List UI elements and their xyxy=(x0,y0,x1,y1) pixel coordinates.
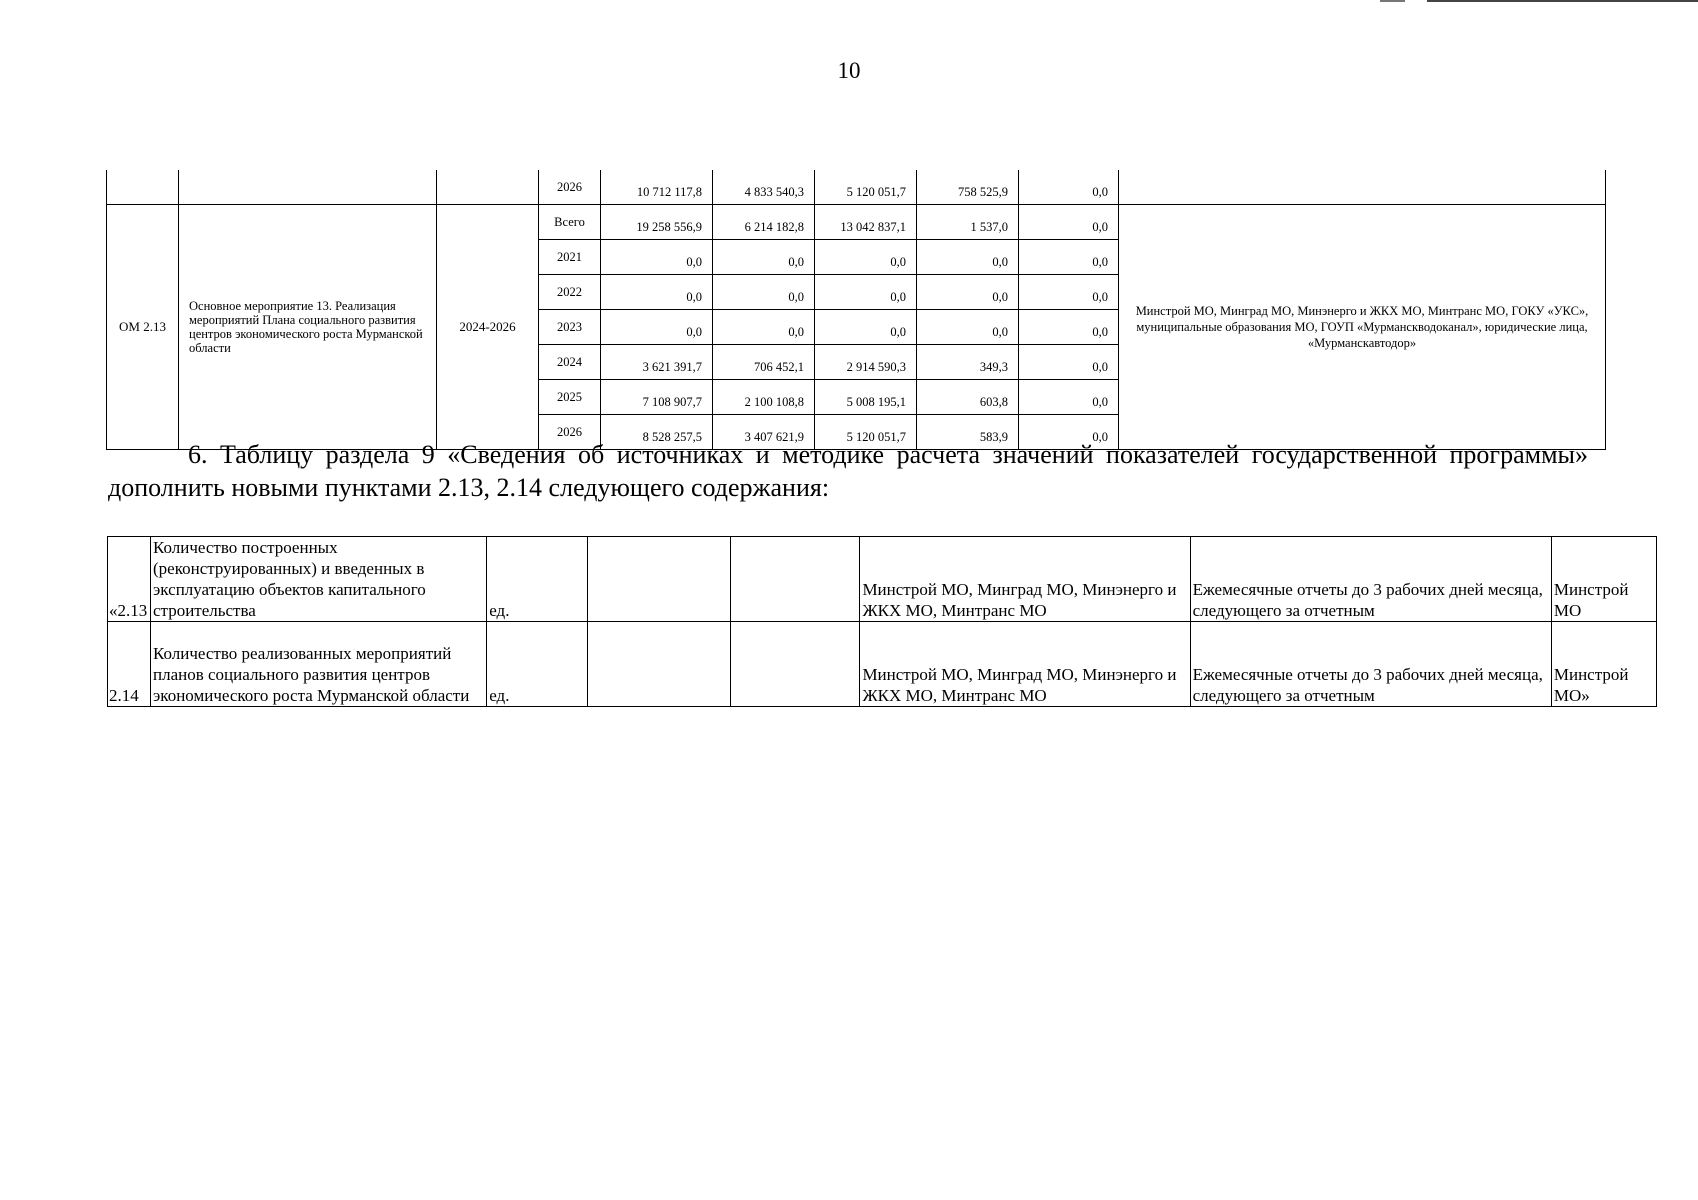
value-cell: 7 108 907,7 xyxy=(601,380,713,415)
source-cell: Минстрой МО» xyxy=(1551,622,1656,707)
year-cell: 2021 xyxy=(539,240,601,275)
value-cell: 0,0 xyxy=(917,275,1019,310)
value-cell: 0,0 xyxy=(917,310,1019,345)
year-cell: 2023 xyxy=(539,310,601,345)
empty-cell xyxy=(107,170,179,205)
item-id: ОМ 2.13 xyxy=(107,205,179,450)
value-cell: 0,0 xyxy=(601,275,713,310)
method-cell: Ежемесячные отчеты до 3 рабочих дней месяца, следующего за отчетным xyxy=(1190,622,1551,707)
value-cell: 1 537,0 xyxy=(917,205,1019,240)
value-cell: 13 042 837,1 xyxy=(815,205,917,240)
value-cell: 0,0 xyxy=(1019,205,1119,240)
empty-cell xyxy=(731,537,860,622)
value-cell: 0,0 xyxy=(713,275,815,310)
empty-cell xyxy=(731,622,860,707)
year-cell: Всего xyxy=(539,205,601,240)
value-cell: 19 258 556,9 xyxy=(601,205,713,240)
value-cell: 2 100 108,8 xyxy=(713,380,815,415)
amendment-paragraph: 6. Таблицу раздела 9 «Сведения об источниках и методике расчета значений показателей государственной программы» дополнить новыми пунктами 2.13, 2.14 следующего содержания: xyxy=(108,440,1588,502)
item-executors: Минстрой МО, Минград МО, Минэнерго и ЖКХ МО, Минтранс МО, ГОКУ «УКС», муниципальные образования МО, ГОУП «Мурманскводоканал», юридические лица, «Мурманскавтодор» xyxy=(1119,205,1606,450)
value-cell: 0,0 xyxy=(1019,345,1119,380)
responsible-cell: Минстрой МО, Минград МО, Минэнерго и ЖКХ МО, Минтранс МО xyxy=(860,622,1190,707)
responsible-cell: Минстрой МО, Минград МО, Минэнерго и ЖКХ МО, Минтранс МО xyxy=(860,537,1190,622)
item-name: Основное мероприятие 13. Реализация мероприятий Плана социального развития центров экономического роста Мурманской области xyxy=(179,205,437,450)
empty-cell xyxy=(588,537,731,622)
value-cell: 603,8 xyxy=(917,380,1019,415)
value-cell: 0,0 xyxy=(917,240,1019,275)
value-cell: 0,0 xyxy=(1019,310,1119,345)
value-cell: 706 452,1 xyxy=(713,345,815,380)
value-cell: 0,0 xyxy=(1019,240,1119,275)
value-cell: 6 214 182,8 xyxy=(713,205,815,240)
empty-cell xyxy=(179,170,437,205)
table-row xyxy=(107,205,1606,240)
value-cell: 5 120 051,7 xyxy=(815,415,917,450)
row-number: 2.14 xyxy=(108,622,151,707)
value-cell: 4 833 540,3 xyxy=(713,170,815,205)
value-cell: 0,0 xyxy=(713,310,815,345)
unit-cell: ед. xyxy=(487,622,588,707)
indicator-name: Количество реализованных мероприятий планов социального развития центров экономического роста Мурманской области xyxy=(151,622,487,707)
table-row xyxy=(108,537,1657,622)
value-cell: 10 712 117,8 xyxy=(601,170,713,205)
value-cell: 0,0 xyxy=(815,240,917,275)
value-cell: 0,0 xyxy=(815,275,917,310)
indicator-name: Количество построенных (реконструированных) и введенных в эксплуатацию объектов капитального строительства xyxy=(151,537,487,622)
empty-cell xyxy=(1119,170,1606,205)
value-cell: 0,0 xyxy=(1019,415,1119,450)
value-cell: 8 528 257,5 xyxy=(601,415,713,450)
year-cell: 2026 xyxy=(539,415,601,450)
value-cell: 0,0 xyxy=(1019,275,1119,310)
scan-mark xyxy=(1427,0,1698,2)
table-row xyxy=(107,170,1606,205)
financing-table xyxy=(106,170,1606,450)
scan-mark xyxy=(1380,0,1405,2)
value-cell: 583,9 xyxy=(917,415,1019,450)
value-cell: 5 120 051,7 xyxy=(815,170,917,205)
unit-cell: ед. xyxy=(487,537,588,622)
value-cell: 0,0 xyxy=(815,310,917,345)
year-cell: 2024 xyxy=(539,345,601,380)
source-cell: Минстрой МО xyxy=(1551,537,1656,622)
indicators-table xyxy=(107,536,1657,707)
table-row xyxy=(108,622,1657,707)
item-period: 2024-2026 xyxy=(437,205,539,450)
value-cell: 3 621 391,7 xyxy=(601,345,713,380)
empty-cell xyxy=(588,622,731,707)
method-cell: Ежемесячные отчеты до 3 рабочих дней месяца, следующего за отчетным xyxy=(1190,537,1551,622)
page-number: 10 xyxy=(837,58,861,83)
empty-cell xyxy=(437,170,539,205)
year-cell: 2025 xyxy=(539,380,601,415)
value-cell: 3 407 621,9 xyxy=(713,415,815,450)
value-cell: 5 008 195,1 xyxy=(815,380,917,415)
year-cell: 2022 xyxy=(539,275,601,310)
value-cell: 0,0 xyxy=(601,310,713,345)
value-cell: 758 525,9 xyxy=(917,170,1019,205)
value-cell: 2 914 590,3 xyxy=(815,345,917,380)
value-cell: 0,0 xyxy=(1019,170,1119,205)
value-cell: 0,0 xyxy=(713,240,815,275)
year-cell: 2026 xyxy=(539,170,601,205)
row-number: «2.13 xyxy=(108,537,151,622)
value-cell: 0,0 xyxy=(601,240,713,275)
value-cell: 349,3 xyxy=(917,345,1019,380)
value-cell: 0,0 xyxy=(1019,380,1119,415)
